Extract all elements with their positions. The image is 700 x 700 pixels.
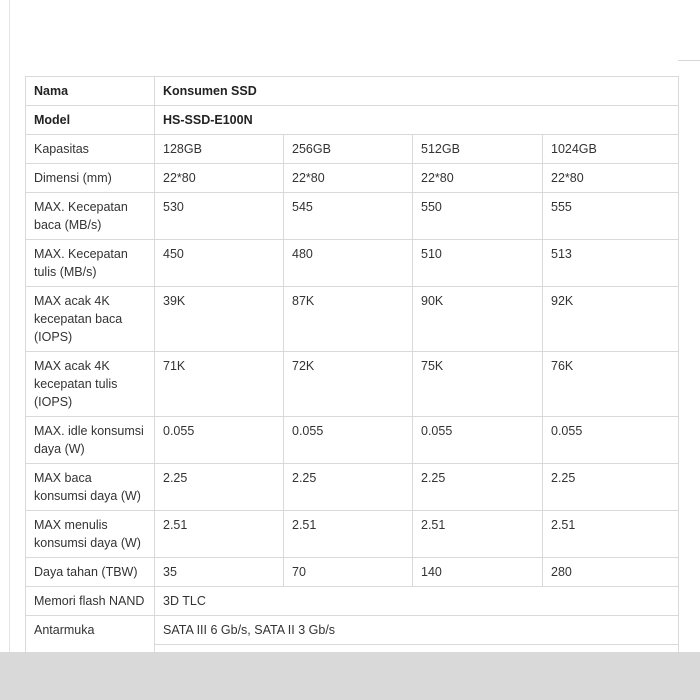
page-left-border xyxy=(9,0,10,652)
row-value: 3D TLC xyxy=(155,587,679,616)
table-row xyxy=(26,164,679,193)
row-label: MAX. idle konsumsi daya (W) xyxy=(26,417,155,464)
page-right-divider xyxy=(678,60,700,61)
table-cell: 2.25 xyxy=(413,464,543,511)
table-cell: 0.055 xyxy=(543,417,679,464)
table-cell: 70 xyxy=(284,558,413,587)
table-cell: 92K xyxy=(543,287,679,352)
table-cell: 22*80 xyxy=(155,164,284,193)
table-row-name xyxy=(26,77,679,106)
row-label: Daya tahan (TBW) xyxy=(26,558,155,587)
table-cell: 2.51 xyxy=(155,511,284,558)
table-cell: 2.25 xyxy=(155,464,284,511)
table-cell: 2.25 xyxy=(284,464,413,511)
table-row-flash xyxy=(26,587,679,616)
table-cell: 22*80 xyxy=(543,164,679,193)
table-row xyxy=(26,352,679,417)
row-label: Memori flash NAND xyxy=(26,587,155,616)
table-row-model xyxy=(26,106,679,135)
table-cell: 280 xyxy=(543,558,679,587)
table-cell: 0.055 xyxy=(413,417,543,464)
table-cell: 2.51 xyxy=(413,511,543,558)
row-label: Kapasitas xyxy=(26,135,155,164)
table-cell: 128GB xyxy=(155,135,284,164)
table-cell: 75K xyxy=(413,352,543,417)
table-row xyxy=(26,511,679,558)
table-cell: 2.51 xyxy=(284,511,413,558)
table-cell: 2.51 xyxy=(543,511,679,558)
row-label: MAX acak 4K kecepatan baca (IOPS) xyxy=(26,287,155,352)
row-label: Nama xyxy=(26,77,155,106)
row-label: MAX menulis konsumsi daya (W) xyxy=(26,511,155,558)
table-row xyxy=(26,558,679,587)
bottom-overlay-bar xyxy=(0,652,700,700)
table-cell: 510 xyxy=(413,240,543,287)
table-cell: 35 xyxy=(155,558,284,587)
table-cell: 22*80 xyxy=(413,164,543,193)
table-cell: 76K xyxy=(543,352,679,417)
table-cell: 545 xyxy=(284,193,413,240)
table-row xyxy=(26,193,679,240)
table-cell: 550 xyxy=(413,193,543,240)
table-cell: 39K xyxy=(155,287,284,352)
table-cell: 87K xyxy=(284,287,413,352)
table-row xyxy=(26,240,679,287)
row-label: Dimensi (mm) xyxy=(26,164,155,193)
table-cell: 71K xyxy=(155,352,284,417)
table-cell: 555 xyxy=(543,193,679,240)
row-value: Konsumen SSD xyxy=(155,77,679,106)
table-cell: 512GB xyxy=(413,135,543,164)
table-cell: 0.055 xyxy=(155,417,284,464)
table-row-interface xyxy=(26,616,679,645)
table-cell: 480 xyxy=(284,240,413,287)
table-cell: 90K xyxy=(413,287,543,352)
table-row xyxy=(26,287,679,352)
row-label: Antarmuka xyxy=(26,616,155,674)
row-label: MAX. Kecepatan tulis (MB/s) xyxy=(26,240,155,287)
table-row xyxy=(26,464,679,511)
table-cell: 22*80 xyxy=(284,164,413,193)
row-label: MAX acak 4K kecepatan tulis (IOPS) xyxy=(26,352,155,417)
table-cell: 256GB xyxy=(284,135,413,164)
table-cell: 1024GB xyxy=(543,135,679,164)
row-value: SATA III 6 Gb/s, SATA II 3 Gb/s xyxy=(155,616,679,645)
table-cell: 140 xyxy=(413,558,543,587)
row-label: Model xyxy=(26,106,155,135)
table-cell: 0.055 xyxy=(284,417,413,464)
table-cell: 72K xyxy=(284,352,413,417)
table-cell: 513 xyxy=(543,240,679,287)
table-cell: 530 xyxy=(155,193,284,240)
row-label: MAX baca konsumsi daya (W) xyxy=(26,464,155,511)
table-cell: 450 xyxy=(155,240,284,287)
table-cell: 2.25 xyxy=(543,464,679,511)
table-row xyxy=(26,135,679,164)
row-label: MAX. Kecepatan baca (MB/s) xyxy=(26,193,155,240)
table-row xyxy=(26,417,679,464)
row-value: HS-SSD-E100N xyxy=(155,106,679,135)
spec-table xyxy=(25,76,679,674)
